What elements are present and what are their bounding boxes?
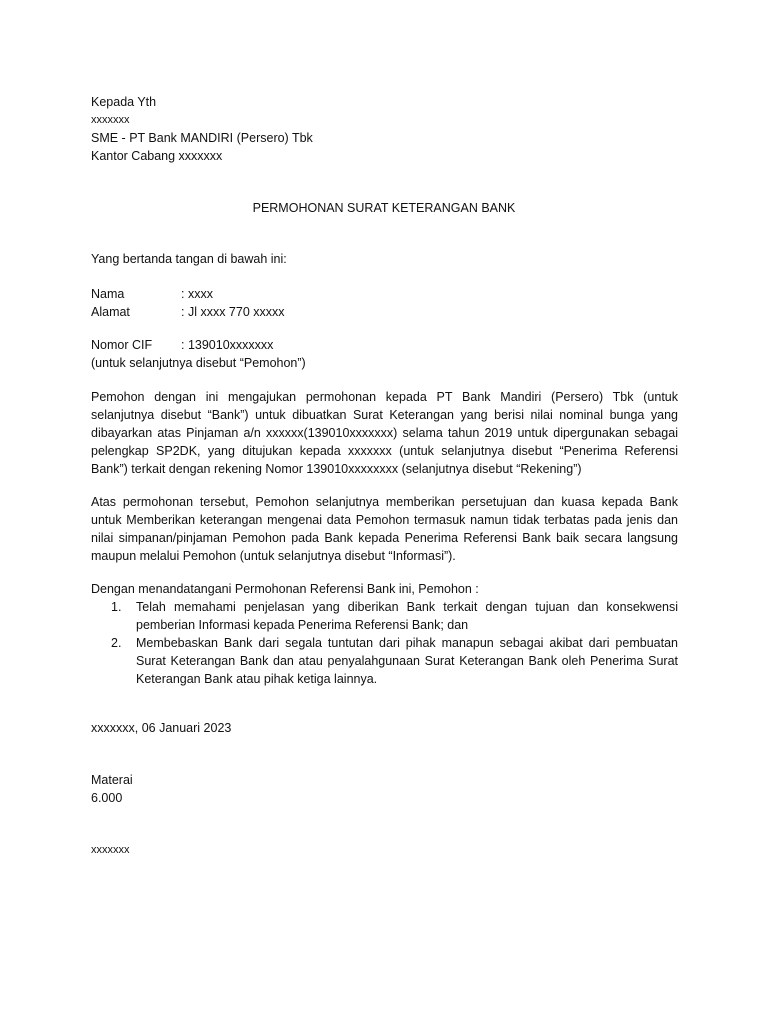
alamat-label: Alamat bbox=[91, 305, 130, 319]
cif-label: Nomor CIF bbox=[91, 338, 153, 352]
paragraph-2-line: maupun melalui Pemohon (untuk selanjutnya disebut “Informasi”). bbox=[91, 549, 456, 563]
applicant-alias: (untuk selanjutnya disebut “Pemohon”) bbox=[91, 356, 306, 370]
field-nama bbox=[91, 285, 285, 303]
paragraph-2-line: Atas permohonan tersebut, Pemohon selanjutnya memberikan persetujuan dan kuasa kepada Bank bbox=[91, 495, 678, 509]
signature-name: xxxxxxx bbox=[91, 844, 130, 856]
list-number: 1. bbox=[111, 600, 122, 614]
paragraph-2-line: untuk Memberikan keterangan mengenai data Pemohon termasuk namun tidak terbatas pada jenis dan bbox=[91, 513, 678, 527]
list-number: 2. bbox=[111, 636, 122, 650]
recipient-greeting: Kepada Yth bbox=[91, 95, 157, 109]
paragraph-1-line: dibayarkan atas Pinjaman a/n xxxxxx(139010xxxxxxx) selama tahun 2019 untuk dipergunakan sebagai bbox=[91, 426, 678, 440]
list-item-line: pemberian Informasi kepada Penerima Referensi Bank; dan bbox=[136, 618, 469, 632]
list-item bbox=[91, 634, 678, 688]
list-item-line: Telah memahami penjelasan yang diberikan Bank terkait dengan tujuan dan konsekwensi bbox=[136, 600, 678, 614]
list-item-line: Keterangan Bank atau pihak ketiga lainnya. bbox=[136, 672, 378, 686]
recipient-branch: Kantor Cabang xxxxxxx bbox=[91, 149, 223, 163]
paragraph-1-line: Bank”) terkait dengan rekening Nomor 139010xxxxxxxx (selanjutnya disebut “Rekening”) bbox=[91, 462, 582, 476]
materai-value: 6.000 bbox=[91, 791, 123, 805]
nama-value: : xxxx bbox=[181, 287, 213, 301]
consent-list bbox=[91, 598, 678, 688]
paragraph-1-line: selanjutnya disebut “Bank”) untuk dibuatkan Surat Keterangan yang berisi nilai nominal bunga yang bbox=[91, 408, 678, 422]
recipient-name: xxxxxxx bbox=[91, 114, 130, 126]
paragraph-3: Dengan menandatangani Permohonan Referensi Bank ini, Pemohon : bbox=[91, 582, 479, 596]
paragraph-2 bbox=[91, 493, 678, 565]
paragraph-1-line: pelengkap SP2DK, yang ditujukan kepada xxxxxxx (untuk selanjutnya disebut “Penerima Referensi bbox=[91, 444, 678, 458]
applicant-fields bbox=[91, 285, 285, 321]
list-item-line: Surat Keterangan Bank dan atau penyalahgunaan Surat Keterangan Bank oleh Penerima Surat bbox=[136, 654, 678, 668]
recipient-block bbox=[91, 93, 313, 165]
alamat-value: : Jl xxxx 770 xxxxx bbox=[181, 305, 285, 319]
materai-label: Materai bbox=[91, 773, 133, 787]
list-item-line: Membebaskan Bank dari segala tuntutan dari pihak manapun sebagai akibat dari pembuatan bbox=[136, 636, 678, 650]
cif-value: : 139010xxxxxxx bbox=[181, 338, 274, 352]
materai-block bbox=[91, 771, 133, 807]
field-alamat bbox=[91, 303, 285, 321]
field-cif bbox=[91, 336, 306, 354]
letter-title: PERMOHONAN SURAT KETERANGAN BANK bbox=[252, 201, 516, 215]
paragraph-2-line: nilai simpanan/pinjaman Pemohon pada Bank kepada Penerima Referensi Bank baik secara langsung bbox=[91, 531, 678, 545]
cif-block bbox=[91, 336, 306, 372]
recipient-institution: SME - PT Bank MANDIRI (Persero) Tbk bbox=[91, 131, 313, 145]
paragraph-1 bbox=[91, 388, 678, 478]
nama-label: Nama bbox=[91, 287, 125, 301]
letter-date: xxxxxxx, 06 Januari 2023 bbox=[91, 721, 232, 735]
intro-text: Yang bertanda tangan di bawah ini: bbox=[91, 252, 287, 266]
paragraph-1-line: Pemohon dengan ini mengajukan permohonan kepada PT Bank Mandiri (Persero) Tbk (untuk bbox=[91, 390, 678, 404]
list-item bbox=[91, 598, 678, 634]
